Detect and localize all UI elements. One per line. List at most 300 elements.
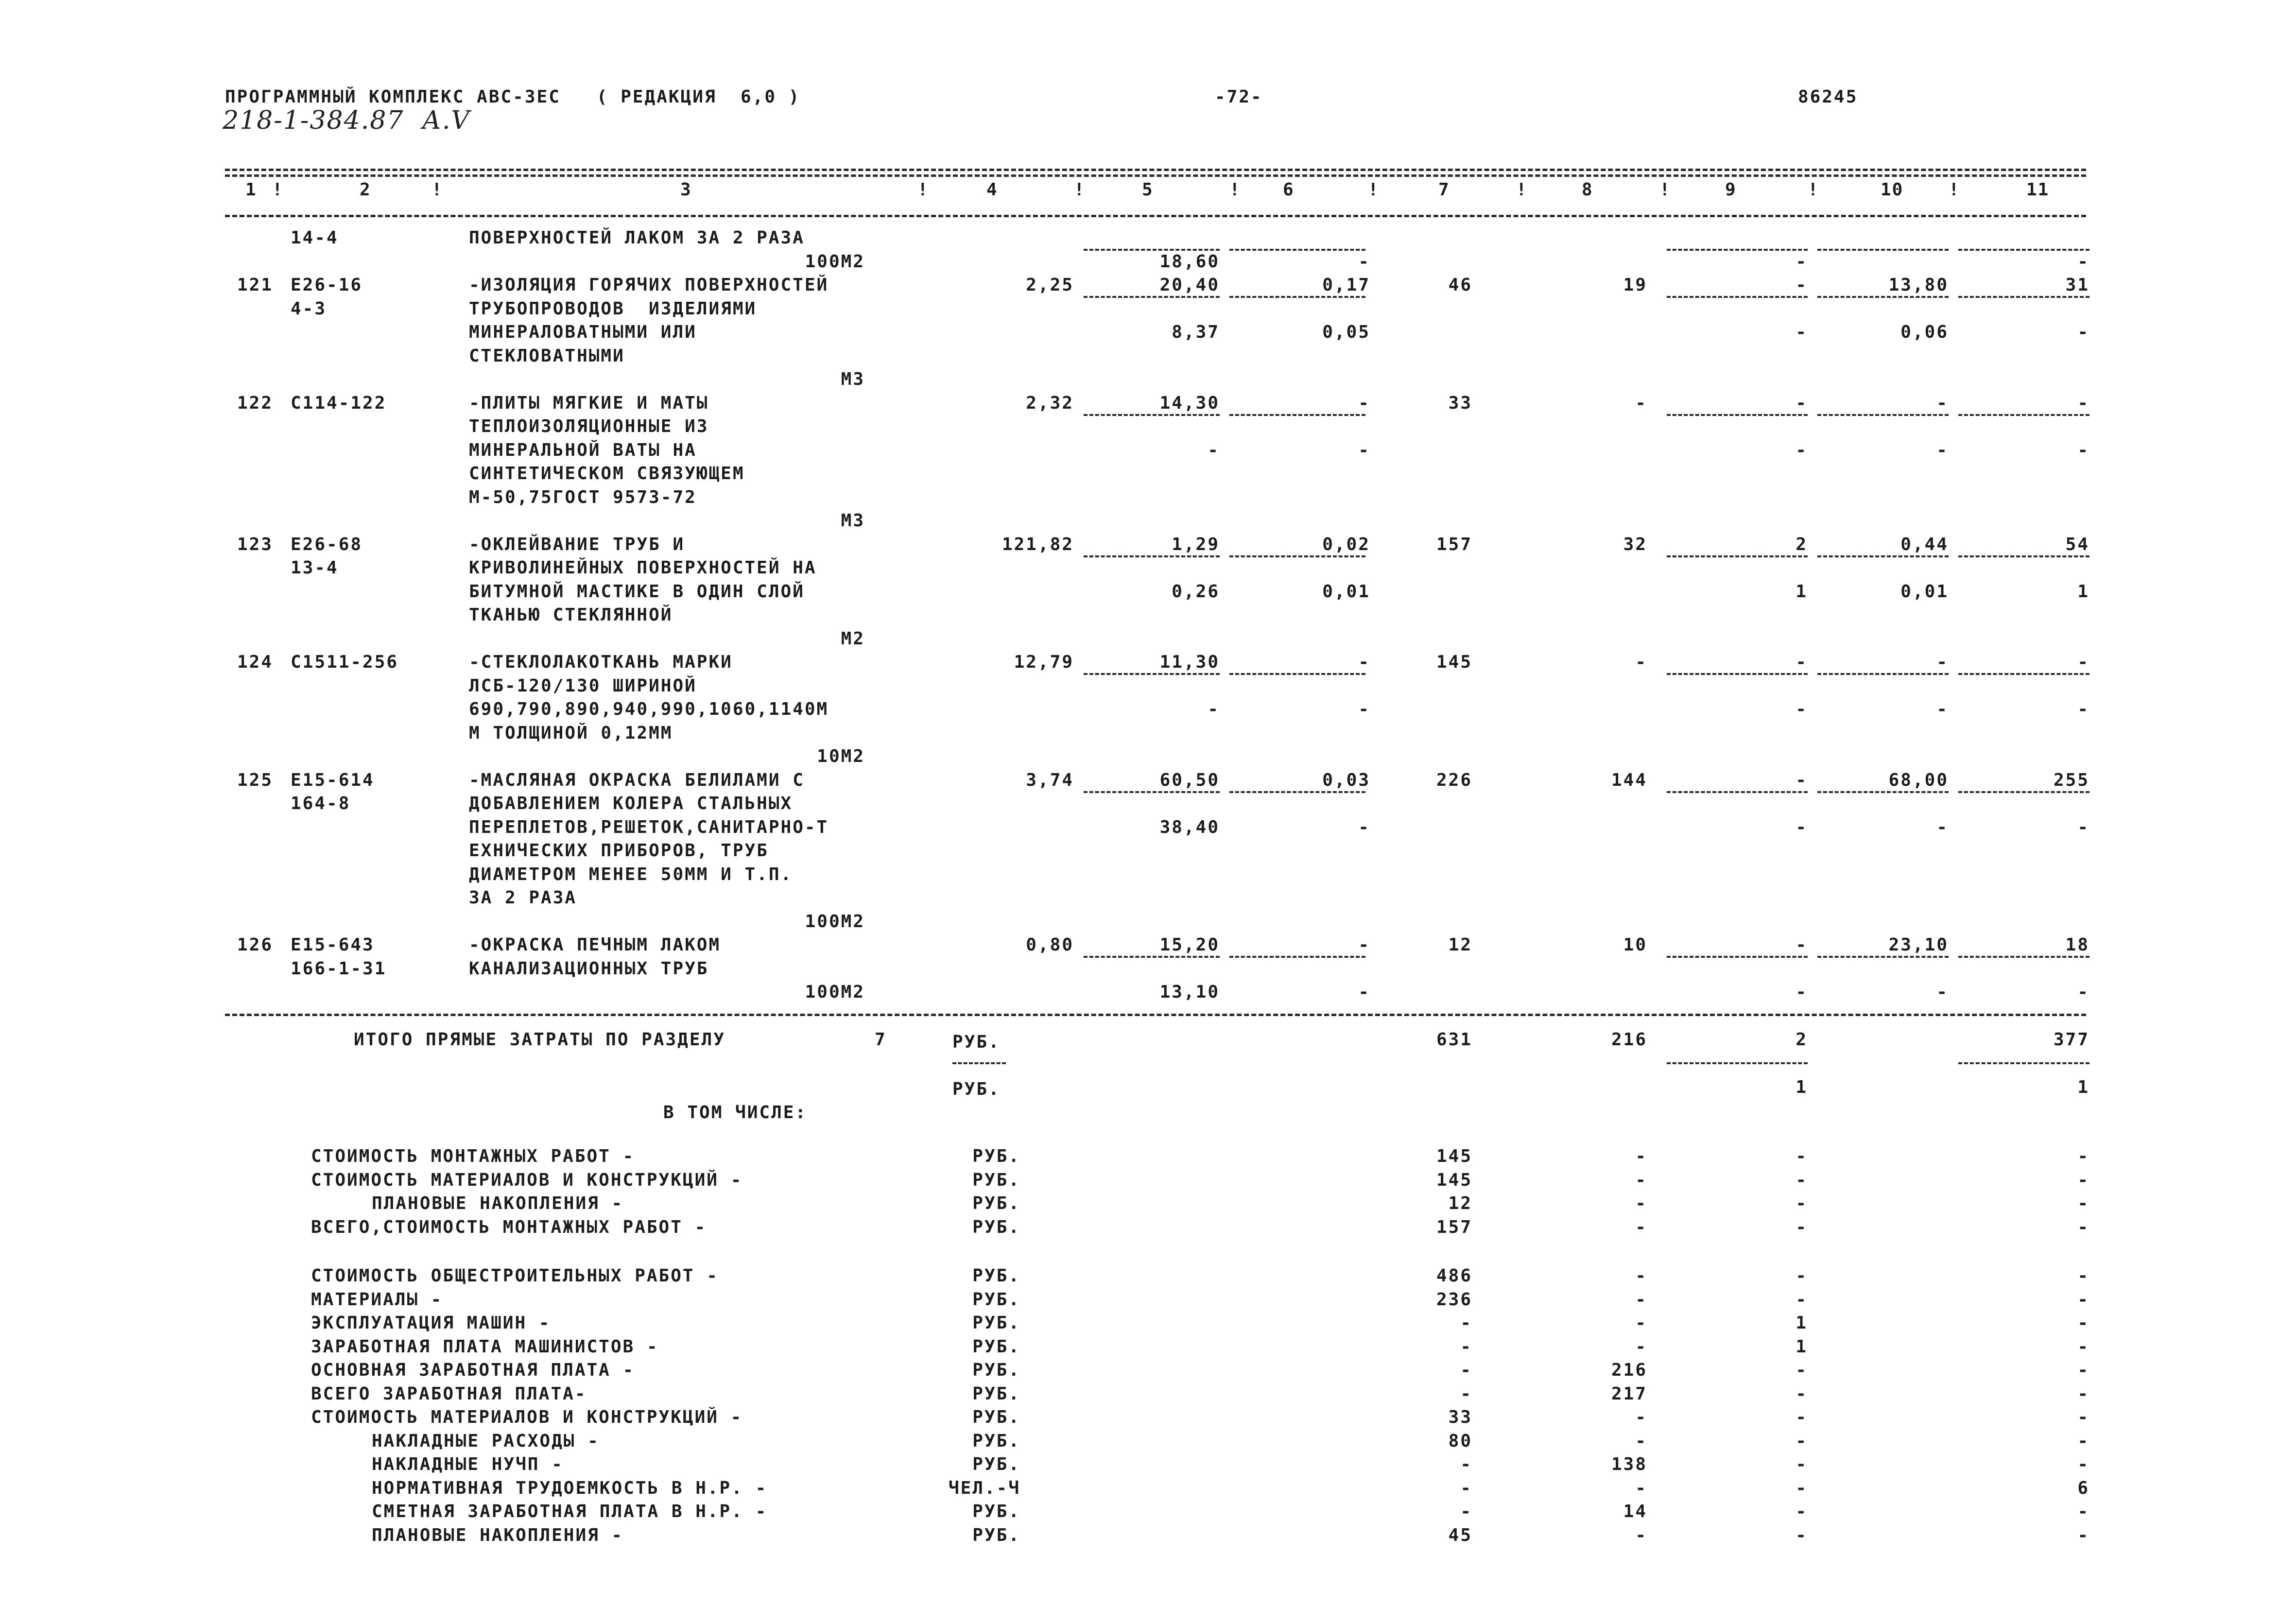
sub-rule <box>1229 956 1365 958</box>
sub-rule <box>952 1062 1006 1064</box>
cell-c9: - <box>1795 982 1808 1002</box>
cell-c7: 226 <box>1436 770 1472 790</box>
sub-rule <box>1667 673 1808 675</box>
summary-c8: - <box>1635 1478 1647 1498</box>
cell-c3: СТЕКЛОВАТНЫМИ <box>469 346 625 366</box>
sub-rule <box>1229 791 1365 793</box>
cell-c6: - <box>1358 817 1370 837</box>
cell-c2: 164-8 <box>291 794 351 813</box>
cell-c3: 690,790,890,940,990,1060,1140М <box>469 699 829 719</box>
summary-c11: - <box>2077 1502 2089 1521</box>
cell-c3: -ОКРАСКА ПЕЧНЫМ ЛАКОМ <box>469 935 721 955</box>
cell-c5: 11,30 <box>1159 652 1220 672</box>
cell-c11: 31 <box>2065 275 2089 295</box>
sub-rule <box>1667 956 1808 958</box>
summary-c11: - <box>2077 1336 2089 1357</box>
sub-rule <box>1084 673 1220 675</box>
summary-label: НОРМАТИВНАЯ ТРУДОЕМКОСТЬ В Н.Р. - <box>372 1478 768 1498</box>
summary-unit: РУБ. <box>972 1336 1020 1357</box>
summary-c9: - <box>1795 1193 1808 1213</box>
table-top-rule-2 <box>225 174 2086 177</box>
summary-c9: - <box>1795 1289 1808 1310</box>
summary-c7: 80 <box>1448 1431 1472 1451</box>
summary-unit: РУБ. <box>972 1193 1020 1213</box>
column-number-5: 5 <box>1142 180 1154 200</box>
cell-c3: БИТУМНОЙ МАСТИКЕ В ОДИН СЛОЙ <box>469 581 805 602</box>
summary-c7: - <box>1460 1336 1472 1357</box>
sub-rule <box>1084 296 1220 298</box>
summary-c7: 45 <box>1448 1525 1472 1545</box>
summary-c8: 14 <box>1623 1502 1647 1521</box>
cell-c11: - <box>2077 322 2089 342</box>
cell-c3: ПЕРЕПЛЕТОВ,РЕШЕТОК,САНИТАРНО-Т <box>469 817 829 837</box>
cell-c6: - <box>1358 440 1370 460</box>
summary-unit: РУБ. <box>972 1313 1020 1333</box>
summary-label: СМЕТНАЯ ЗАРАБОТНАЯ ПЛАТА В Н.Р. - <box>372 1502 768 1521</box>
cell-c3: -МАСЛЯНАЯ ОКРАСКА БЕЛИЛАМИ С <box>469 770 805 790</box>
including-heading: В ТОМ ЧИСЛЕ: <box>663 1103 808 1123</box>
cell-c2: 166-1-31 <box>291 958 387 979</box>
cell-c11: - <box>2077 699 2089 719</box>
cell-c9: - <box>1795 935 1808 955</box>
summary-c7: - <box>1460 1502 1472 1521</box>
cell-c1: 123 <box>237 534 274 554</box>
summary-c8: 216 <box>1611 1360 1647 1380</box>
cell-c1: 124 <box>237 652 274 672</box>
sub-rule <box>1229 555 1365 557</box>
summary-c7: 33 <box>1448 1407 1472 1427</box>
sub-rule <box>1084 414 1220 416</box>
unit-label: М3 <box>841 369 865 389</box>
summary-c9: - <box>1795 1146 1808 1166</box>
column-separator: ! <box>1808 180 1818 200</box>
summary-c11: - <box>2077 1360 2089 1380</box>
summary-c8: - <box>1635 1431 1647 1451</box>
column-separator: ! <box>1516 180 1527 200</box>
summary-unit: ЧЕЛ.-Ч <box>948 1478 1020 1498</box>
cell-c1: 125 <box>237 770 274 790</box>
cell-c6: - <box>1358 699 1370 719</box>
cell-c10: - <box>1936 817 1949 837</box>
summary-c9: - <box>1795 1170 1808 1190</box>
cell-c3: СИНТЕТИЧЕСКОМ СВЯЗУЮЩЕМ <box>469 464 745 484</box>
cell-c10: - <box>1936 982 1949 1002</box>
cell-c4: 12,79 <box>1014 652 1074 672</box>
cell-c8: 10 <box>1623 935 1647 955</box>
cell-c10: - <box>1936 393 1949 413</box>
cell-c8: - <box>1635 393 1647 413</box>
cell-c5: 0,26 <box>1172 581 1220 602</box>
cell-c5: - <box>1208 699 1220 719</box>
cell-c4: 121,82 <box>1001 534 1074 554</box>
column-separator: ! <box>1949 180 1959 200</box>
summary-c9: - <box>1795 1360 1808 1380</box>
cell-c3: МИНЕРАЛОВАТНЫМИ ИЛИ <box>469 322 697 342</box>
sub-rule <box>1817 791 1949 793</box>
cell-c4: 0,80 <box>1026 935 1074 955</box>
summary-label: СТОИМОСТЬ ОБЩЕСТРОИТЕЛЬНЫХ РАБОТ - <box>311 1266 719 1286</box>
cell-c5: - <box>1208 440 1220 460</box>
summary-c11: - <box>2077 1525 2089 1545</box>
cell-c3: -ИЗОЛЯЦИЯ ГОРЯЧИХ ПОВЕРХНОСТЕЙ <box>469 275 829 295</box>
cell-c7: 157 <box>1436 534 1472 554</box>
summary-c11: - <box>2077 1146 2089 1166</box>
summary-c9: - <box>1795 1525 1808 1545</box>
summary-c9: - <box>1795 1407 1808 1427</box>
summary-c9: - <box>1795 1266 1808 1286</box>
summary-c11: - <box>2077 1313 2089 1333</box>
cell-c8: - <box>1635 652 1647 672</box>
summary-c11: - <box>2077 1431 2089 1451</box>
sub-rule <box>1229 673 1365 675</box>
summary-c11: - <box>2077 1383 2089 1404</box>
sub-rule <box>1229 249 1365 251</box>
summary-c11: 6 <box>2077 1478 2089 1498</box>
column-number-11: 11 <box>2026 180 2050 200</box>
cell-c3: М ТОЛЩИНОЙ 0,12ММ <box>469 723 673 743</box>
cell-c3: ЗА 2 РАЗА <box>469 888 577 908</box>
cell-c5: 60,50 <box>1159 770 1220 790</box>
totals-unit: РУБ. <box>952 1032 1001 1052</box>
cell-c10: - <box>1936 440 1949 460</box>
sub-rule <box>1817 555 1949 557</box>
summary-c9: - <box>1795 1502 1808 1521</box>
cell-c1: 122 <box>237 393 274 413</box>
column-number-9: 9 <box>1725 180 1737 200</box>
sub-rule <box>1084 555 1220 557</box>
cell-c5: 15,20 <box>1159 935 1220 955</box>
summary-c7: - <box>1460 1454 1472 1474</box>
cell-c6: - <box>1358 652 1370 672</box>
column-number-4: 4 <box>986 180 998 200</box>
summary-c7: - <box>1460 1360 1472 1380</box>
column-separator: ! <box>1368 180 1379 200</box>
cell-c6: - <box>1358 251 1370 272</box>
cell-c6: 0,01 <box>1322 581 1370 602</box>
sub-rule <box>1229 414 1365 416</box>
cell-c2: 14-4 <box>291 228 339 248</box>
cell-c5: 20,40 <box>1159 275 1220 295</box>
summary-c8: - <box>1635 1193 1647 1213</box>
cell-c3: ДИАМЕТРОМ МЕНЕЕ 50ММ И Т.П. <box>469 864 793 884</box>
summary-unit: РУБ. <box>972 1360 1020 1380</box>
totals-c9-2: 1 <box>1795 1077 1808 1097</box>
cell-c3: КРИВОЛИНЕЙНЫХ ПОВЕРХНОСТЕЙ НА <box>469 558 817 578</box>
summary-c8: - <box>1635 1336 1647 1357</box>
cell-c9: 1 <box>1795 581 1808 602</box>
cell-c3: -ОКЛЕЙВАНИЕ ТРУБ И <box>469 534 685 554</box>
cell-c9: - <box>1795 440 1808 460</box>
cell-c6: - <box>1358 982 1370 1002</box>
summary-unit: РУБ. <box>972 1525 1020 1545</box>
unit-label: М2 <box>841 628 865 649</box>
sub-rule <box>1084 249 1220 251</box>
unit-label: 100М2 <box>805 251 865 272</box>
cell-c9: 2 <box>1795 534 1808 554</box>
cell-c11: - <box>2077 982 2089 1002</box>
cell-c10: 0,01 <box>1900 581 1949 602</box>
summary-c11: - <box>2077 1289 2089 1310</box>
cell-c7: 145 <box>1436 652 1472 672</box>
summary-c7: - <box>1460 1383 1472 1404</box>
column-number-6: 6 <box>1283 180 1295 200</box>
sub-rule <box>1958 1062 2089 1064</box>
summary-c8: - <box>1635 1146 1647 1166</box>
column-number-10: 10 <box>1881 180 1904 200</box>
summary-c7: 12 <box>1448 1193 1472 1213</box>
totals-c11: 377 <box>2053 1030 2089 1050</box>
cell-c9: - <box>1795 770 1808 790</box>
summary-unit: РУБ. <box>972 1217 1020 1237</box>
summary-unit: РУБ. <box>972 1266 1020 1286</box>
cell-c8: 32 <box>1623 534 1647 554</box>
cell-c11: - <box>2077 440 2089 460</box>
header-bottom-rule <box>225 215 2086 217</box>
summary-c9: - <box>1795 1478 1808 1498</box>
sub-rule <box>1084 956 1220 958</box>
cell-c10: - <box>1936 699 1949 719</box>
cell-c8: 144 <box>1611 770 1647 790</box>
cell-c10: 13,80 <box>1888 275 1949 295</box>
cell-c10: 68,00 <box>1888 770 1949 790</box>
summary-unit: РУБ. <box>972 1502 1020 1521</box>
cell-c7: 33 <box>1448 393 1472 413</box>
cell-c9: - <box>1795 652 1808 672</box>
summary-label: МАТЕРИАЛЫ - <box>311 1289 443 1310</box>
summary-c8: - <box>1635 1266 1647 1286</box>
cell-c9: - <box>1795 699 1808 719</box>
sub-rule <box>1817 673 1949 675</box>
sub-rule <box>1667 791 1808 793</box>
cell-c10: - <box>1936 652 1949 672</box>
summary-c7: 145 <box>1436 1170 1472 1190</box>
summary-c9: - <box>1795 1383 1808 1404</box>
summary-unit: РУБ. <box>972 1146 1020 1166</box>
cell-c3: ТКАНЬЮ СТЕКЛЯННОЙ <box>469 605 673 625</box>
summary-c11: - <box>2077 1217 2089 1237</box>
summary-label: СТОИМОСТЬ МАТЕРИАЛОВ И КОНСТРУКЦИЙ - <box>311 1407 743 1427</box>
column-separator: ! <box>917 180 928 200</box>
cell-c3: КАНАЛИЗАЦИОННЫХ ТРУБ <box>469 958 709 979</box>
cell-c4: 2,25 <box>1026 275 1074 295</box>
cell-c3: ЕХНИЧЕСКИХ ПРИБОРОВ, ТРУБ <box>469 841 769 861</box>
summary-c8: 217 <box>1611 1383 1647 1404</box>
summary-label: НАКЛАДНЫЕ НУЧП - <box>372 1454 564 1474</box>
summary-c8: - <box>1635 1525 1647 1545</box>
summary-c11: - <box>2077 1193 2089 1213</box>
summary-c8: - <box>1635 1407 1647 1427</box>
totals-c9: 2 <box>1795 1030 1808 1050</box>
cell-c9: - <box>1795 275 1808 295</box>
unit-label: 100М2 <box>805 911 865 932</box>
summary-unit: РУБ. <box>972 1383 1020 1404</box>
cell-c10: 0,06 <box>1900 322 1949 342</box>
cell-c8: 19 <box>1623 275 1647 295</box>
cell-c3: ТЕПЛОИЗОЛЯЦИОННЫЕ ИЗ <box>469 416 709 436</box>
totals-top-rule <box>225 1014 2086 1016</box>
summary-label: НАКЛАДНЫЕ РАСХОДЫ - <box>372 1431 600 1451</box>
cell-c5: 13,10 <box>1159 982 1220 1002</box>
column-number-2: 2 <box>360 180 371 200</box>
summary-c7: 157 <box>1436 1217 1472 1237</box>
cell-c4: 2,32 <box>1026 393 1074 413</box>
cell-c2: Е26-16 <box>291 275 363 295</box>
sub-rule <box>1958 249 2089 251</box>
column-number-3: 3 <box>680 180 692 200</box>
summary-label: ОСНОВНАЯ ЗАРАБОТНАЯ ПЛАТА - <box>311 1360 635 1380</box>
unit-label: 10М2 <box>817 746 865 766</box>
unit-label: 100М2 <box>805 982 865 1002</box>
sub-rule <box>1667 296 1808 298</box>
cell-c1: 121 <box>237 275 274 295</box>
cell-c11: 255 <box>2053 770 2089 790</box>
cell-c3: -СТЕКЛОЛАКОТКАНЬ МАРКИ <box>469 652 733 672</box>
column-separator: ! <box>1659 180 1670 200</box>
cell-c3: -ПЛИТЫ МЯГКИЕ И МАТЫ <box>469 393 709 413</box>
summary-c7: 486 <box>1436 1266 1472 1286</box>
sub-rule <box>1084 791 1220 793</box>
summary-unit: РУБ. <box>972 1289 1020 1310</box>
summary-c8: - <box>1635 1170 1647 1190</box>
cell-c9: - <box>1795 251 1808 272</box>
summary-label: ПЛАНОВЫЕ НАКОПЛЕНИЯ - <box>372 1525 624 1545</box>
summary-c7: 145 <box>1436 1146 1472 1166</box>
summary-c7: - <box>1460 1478 1472 1498</box>
cell-c3: ПОВЕРХНОСТЕЙ ЛАКОМ ЗА 2 РАЗА <box>469 228 805 248</box>
summary-c8: - <box>1635 1289 1647 1310</box>
summary-c9: - <box>1795 1217 1808 1237</box>
program-header: ПРОГРАММНЫЙ КОМПЛЕКС АВС-ЗЕС ( РЕДАКЦИЯ 6,0 ) <box>225 87 801 107</box>
summary-c7: 236 <box>1436 1289 1472 1310</box>
cell-c3: ДОБАВЛЕНИЕМ КОЛЕРА СТАЛЬНЫХ <box>469 794 793 813</box>
sub-rule <box>1958 673 2089 675</box>
cell-c10: 0,44 <box>1900 534 1949 554</box>
cell-c3: ТРУБОПРОВОДОВ ИЗДЕЛИЯМИ <box>469 298 757 319</box>
column-separator: ! <box>1229 180 1240 200</box>
document-reference: 218-1-384.87 А.V <box>223 106 470 135</box>
summary-unit: РУБ. <box>972 1407 1020 1427</box>
cell-c11: 54 <box>2065 534 2089 554</box>
summary-label: СТОИМОСТЬ МАТЕРИАЛОВ И КОНСТРУКЦИЙ - <box>311 1170 743 1190</box>
cell-c11: 18 <box>2065 935 2089 955</box>
cell-c5: 14,30 <box>1159 393 1220 413</box>
cell-c7: 46 <box>1448 275 1472 295</box>
column-separator: ! <box>272 180 283 200</box>
cell-c5: 18,60 <box>1159 251 1220 272</box>
cell-c2: С114-122 <box>291 393 387 413</box>
totals-c11-2: 1 <box>2077 1077 2089 1097</box>
cell-c5: 1,29 <box>1172 534 1220 554</box>
sub-rule <box>1667 414 1808 416</box>
summary-unit: РУБ. <box>972 1431 1020 1451</box>
sub-rule <box>1958 791 2089 793</box>
cell-c5: 38,40 <box>1159 817 1220 837</box>
summary-c7: - <box>1460 1313 1472 1333</box>
sub-rule <box>1958 414 2089 416</box>
cell-c1: 126 <box>237 935 274 955</box>
cell-c2: 4-3 <box>291 298 327 319</box>
cell-c2: 13-4 <box>291 558 339 578</box>
cell-c6: 0,02 <box>1322 534 1370 554</box>
summary-c8: - <box>1635 1217 1647 1237</box>
cell-c6: 0,03 <box>1322 770 1370 790</box>
summary-label: ЗАРАБОТНАЯ ПЛАТА МАШИНИСТОВ - <box>311 1336 659 1357</box>
cell-c2: С1511-256 <box>291 652 399 672</box>
summary-c9: 1 <box>1795 1336 1808 1357</box>
summary-c11: - <box>2077 1170 2089 1190</box>
sub-rule <box>1667 1062 1808 1064</box>
cell-c10: 23,10 <box>1888 935 1949 955</box>
summary-c11: - <box>2077 1454 2089 1474</box>
cell-c3: ЛСБ-120/130 ШИРИНОЙ <box>469 675 697 696</box>
cell-c11: - <box>2077 817 2089 837</box>
cell-c6: 0,17 <box>1322 275 1370 295</box>
cell-c9: - <box>1795 393 1808 413</box>
sub-rule <box>1667 555 1808 557</box>
cell-c2: Е26-68 <box>291 534 363 554</box>
sub-rule <box>1958 296 2089 298</box>
cell-c11: 1 <box>2077 581 2089 602</box>
summary-label: ПЛАНОВЫЕ НАКОПЛЕНИЯ - <box>372 1193 624 1213</box>
sub-rule <box>1817 249 1949 251</box>
summary-c9: 1 <box>1795 1313 1808 1333</box>
cell-c6: 0,05 <box>1322 322 1370 342</box>
totals-title: ИТОГО ПРЯМЫЕ ЗАТРАТЫ ПО РАЗДЕЛУ <box>354 1030 725 1050</box>
sub-rule <box>1958 555 2089 557</box>
sub-rule <box>1817 414 1949 416</box>
summary-c9: - <box>1795 1431 1808 1451</box>
cell-c11: - <box>2077 251 2089 272</box>
cell-c5: 8,37 <box>1172 322 1220 342</box>
totals-mark: 7 <box>875 1030 887 1050</box>
totals-c7: 631 <box>1436 1030 1472 1050</box>
column-separator: ! <box>1074 180 1085 200</box>
cell-c9: - <box>1795 322 1808 342</box>
summary-label: СТОИМОСТЬ МОНТАЖНЫХ РАБОТ - <box>311 1146 635 1166</box>
summary-label: ВСЕГО,СТОИМОСТЬ МОНТАЖНЫХ РАБОТ - <box>311 1217 707 1237</box>
cell-c11: - <box>2077 652 2089 672</box>
table-top-rule <box>225 169 2086 171</box>
summary-unit: РУБ. <box>972 1454 1020 1474</box>
cell-c2: Е15-643 <box>291 935 375 955</box>
summary-c11: - <box>2077 1266 2089 1286</box>
cell-c11: - <box>2077 393 2089 413</box>
totals-unit-2: РУБ. <box>952 1079 1001 1099</box>
cell-c6: - <box>1358 935 1370 955</box>
sub-rule <box>1817 956 1949 958</box>
summary-c8: 138 <box>1611 1454 1647 1474</box>
summary-unit: РУБ. <box>972 1170 1020 1190</box>
totals-c8: 216 <box>1611 1030 1647 1050</box>
column-number-8: 8 <box>1582 180 1593 200</box>
sub-rule <box>1667 249 1808 251</box>
column-number-7: 7 <box>1438 180 1450 200</box>
cell-c3: М-50,75ГОСТ 9573-72 <box>469 487 697 507</box>
summary-c11: - <box>2077 1407 2089 1427</box>
cell-c9: - <box>1795 817 1808 837</box>
column-separator: ! <box>432 180 442 200</box>
unit-label: М3 <box>841 511 865 531</box>
summary-c8: - <box>1635 1313 1647 1333</box>
summary-label: ЭКСПЛУАТАЦИЯ МАШИН - <box>311 1313 551 1333</box>
sub-rule <box>1958 956 2089 958</box>
cell-c3: МИНЕРАЛЬНОЙ ВАТЫ НА <box>469 440 697 460</box>
page-number: -72- <box>1215 87 1263 107</box>
sub-rule <box>1229 296 1365 298</box>
summary-label: ВСЕГО ЗАРАБОТНАЯ ПЛАТА- <box>311 1383 587 1404</box>
cell-c4: 3,74 <box>1026 770 1074 790</box>
document-code: 86245 <box>1798 87 1858 107</box>
